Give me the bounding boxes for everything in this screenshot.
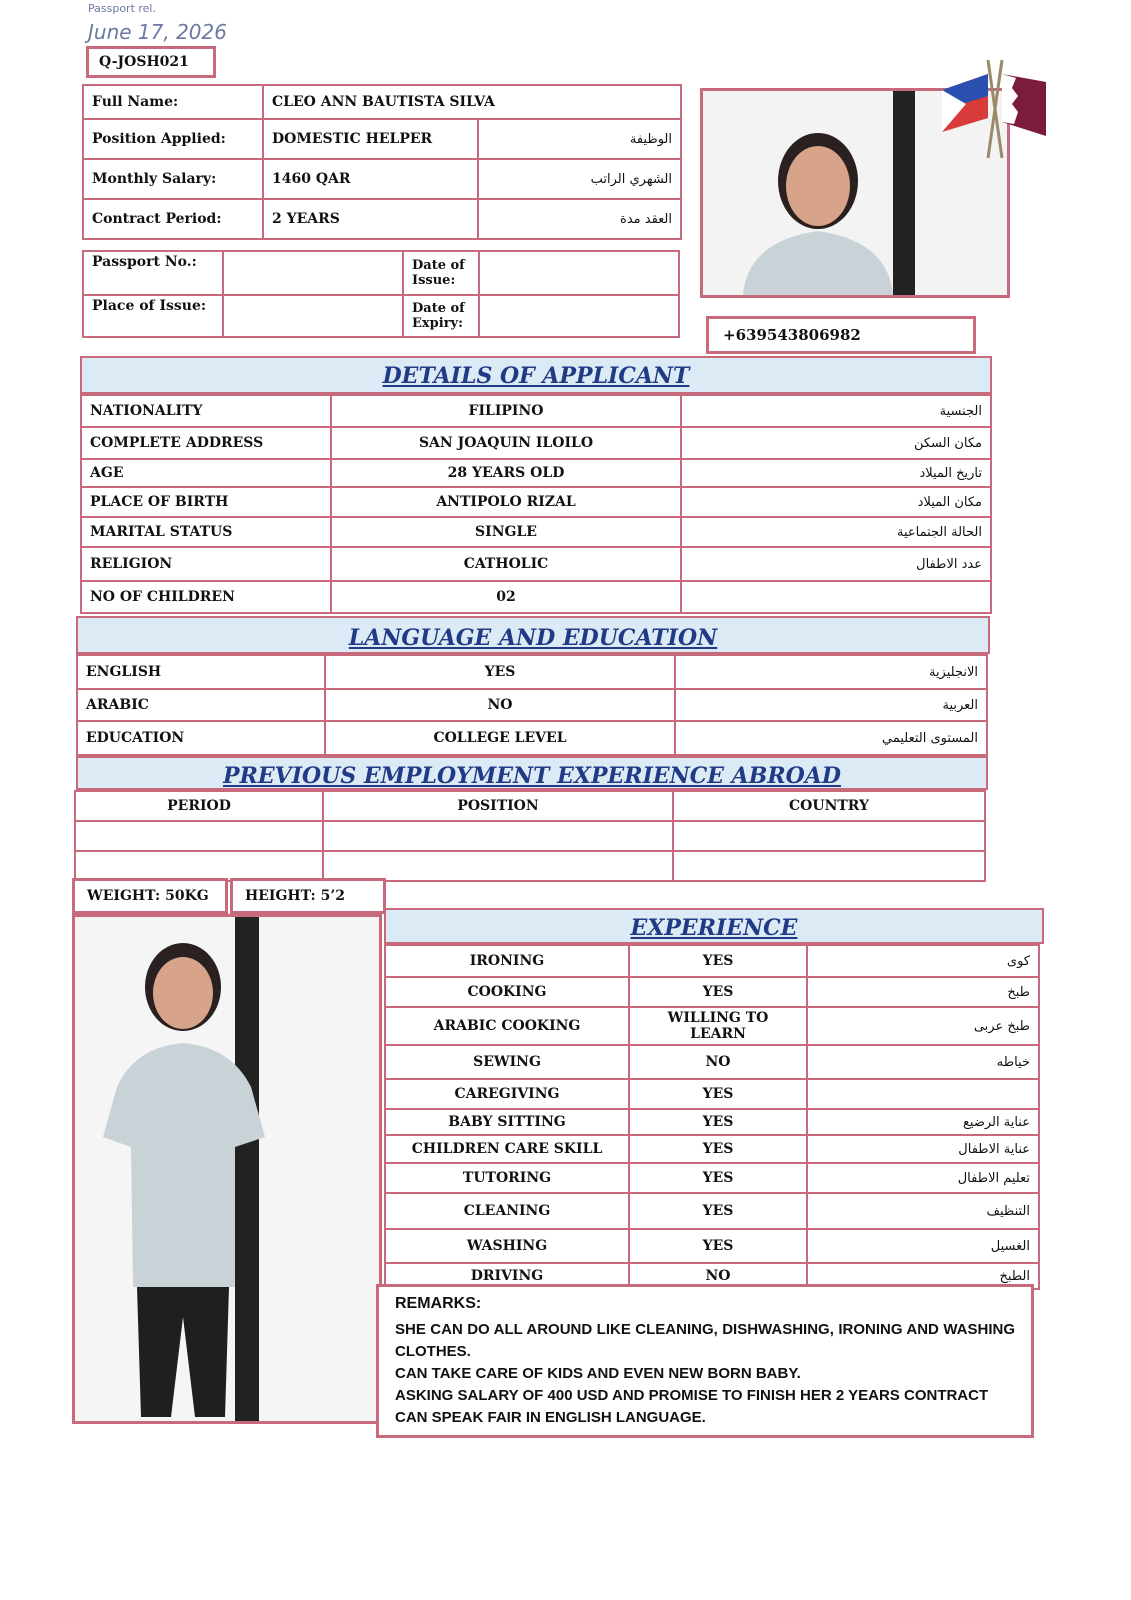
employment-row (75, 821, 985, 851)
experience-row-skill: TUTORING (385, 1163, 629, 1193)
language-row-value: COLLEGE LEVEL (325, 721, 675, 755)
height-box (230, 878, 386, 914)
experience-row-value: YES (629, 977, 807, 1007)
position-value: DOMESTIC HELPER (263, 119, 478, 159)
experience-row-arabic: طبخ عربى (807, 1007, 1039, 1045)
language-header: LANGUAGE AND EDUCATION (76, 616, 990, 654)
employment-position-header: POSITION (323, 791, 673, 821)
remarks-line: SHE CAN DO ALL AROUND LIKE CLEANING, DISHWASHING, IRONING AND WASHING CLOTHES. (395, 1321, 1015, 1360)
details-row-arabic: الجنسية (681, 395, 991, 427)
details-row-arabic: الحالة الجتماعية (681, 517, 991, 547)
experience-row (385, 977, 1039, 1007)
experience-row (385, 1045, 1039, 1079)
remarks-line: CAN SPEAK FAIR IN ENGLISH LANGUAGE. (395, 1409, 706, 1426)
experience-row-skill: DRIVING (385, 1263, 629, 1289)
contract-label: Contract Period: (83, 199, 263, 239)
details-row-label: AGE (81, 459, 331, 487)
experience-row-skill: ARABIC COOKING (385, 1007, 629, 1045)
employment-row (75, 851, 985, 881)
details-row-value: SAN JOAQUIN ILOILO (331, 427, 681, 459)
contract-arabic: العقد مدة (478, 199, 681, 239)
employment-table (74, 790, 986, 882)
experience-row (385, 1229, 1039, 1263)
language-row (77, 655, 987, 689)
language-row-arabic: العربية (675, 689, 987, 721)
remarks-box (376, 1284, 1034, 1438)
full-body-image (75, 917, 379, 1421)
issue-date-label: Date of Issue: (403, 251, 479, 295)
salary-value: 1460 QAR (263, 159, 478, 199)
experience-row (385, 1007, 1039, 1045)
remarks-title: REMARKS: (395, 1295, 482, 1312)
details-row-arabic: مكان السكن (681, 427, 991, 459)
employment-header: PREVIOUS EMPLOYMENT EXPERIENCE ABROAD (76, 756, 988, 790)
employment-country-header: COUNTRY (673, 791, 985, 821)
weight-box (72, 878, 228, 914)
reference-code: Q-JOSH021 (99, 54, 189, 70)
details-header: DETAILS OF APPLICANT (80, 356, 992, 394)
details-row-arabic: عدد الاطفال (681, 547, 991, 581)
language-row-label: ENGLISH (77, 655, 325, 689)
experience-row-arabic: الطبخ (807, 1263, 1039, 1289)
experience-row-value: YES (629, 945, 807, 977)
details-row-value: ANTIPOLO RIZAL (331, 487, 681, 517)
experience-row-skill: CLEANING (385, 1193, 629, 1229)
details-row-value: 02 (331, 581, 681, 613)
experience-row-skill: WASHING (385, 1229, 629, 1263)
applicant-summary-table (82, 84, 682, 240)
remarks-line: ASKING SALARY OF 400 USD AND PROMISE TO FINISH HER 2 YEARS CONTRACT (395, 1387, 989, 1404)
remarks-line: CAN TAKE CARE OF KIDS AND EVEN NEW BORN BABY. (395, 1365, 801, 1382)
details-row (81, 395, 991, 427)
details-row-arabic (681, 581, 991, 613)
phone-box (706, 316, 976, 354)
experience-row (385, 1079, 1039, 1109)
issue-place-label: Place of Issue: (83, 295, 223, 337)
position-label: Position Applied: (83, 119, 263, 159)
issue-date-value (479, 251, 679, 295)
language-table (76, 654, 988, 756)
details-row-label: MARITAL STATUS (81, 517, 331, 547)
passport-table (82, 250, 680, 338)
details-row-arabic: تاريخ الميلاد (681, 459, 991, 487)
details-row-value: FILIPINO (331, 395, 681, 427)
experience-row-value: YES (629, 1229, 807, 1263)
details-row-label: NO OF CHILDREN (81, 581, 331, 613)
experience-row-skill: SEWING (385, 1045, 629, 1079)
handwritten-date: June 17, 2026 (88, 20, 227, 44)
full-name-label: Full Name: (83, 85, 263, 119)
experience-row (385, 1193, 1039, 1229)
language-row-label: ARABIC (77, 689, 325, 721)
details-row (81, 517, 991, 547)
height-value: HEIGHT: 5’2 (245, 888, 345, 904)
language-row-label: EDUCATION (77, 721, 325, 755)
experience-row (385, 945, 1039, 977)
details-row-value: SINGLE (331, 517, 681, 547)
handwritten-note: Passport rel. (88, 2, 156, 15)
experience-row-value: YES (629, 1079, 807, 1109)
experience-row-skill: CHILDREN CARE SKILL (385, 1135, 629, 1163)
experience-row-value: YES (629, 1193, 807, 1229)
experience-header: EXPERIENCE (384, 908, 1044, 944)
details-row-label: NATIONALITY (81, 395, 331, 427)
salary-arabic: الشهري الراتب (478, 159, 681, 199)
experience-row-value: NO (629, 1263, 807, 1289)
passport-no-value (223, 251, 403, 295)
experience-row-value: YES (629, 1109, 807, 1135)
experience-row-skill: IRONING (385, 945, 629, 977)
flags-emblem (940, 52, 1050, 162)
contract-value: 2 YEARS (263, 199, 478, 239)
experience-row-value: WILLING TO LEARN (629, 1007, 807, 1045)
experience-row-arabic: عناية الرضيع (807, 1109, 1039, 1135)
details-row-label: COMPLETE ADDRESS (81, 427, 331, 459)
details-row-value: CATHOLIC (331, 547, 681, 581)
expiry-date-label: Date of Expiry: (403, 295, 479, 337)
employment-period-header: PERIOD (75, 791, 323, 821)
experience-row-arabic: تعليم الاطفال (807, 1163, 1039, 1193)
reference-code-box (86, 46, 216, 78)
experience-row-skill: BABY SITTING (385, 1109, 629, 1135)
details-row-value: 28 YEARS OLD (331, 459, 681, 487)
salary-label: Monthly Salary: (83, 159, 263, 199)
position-arabic: الوظيفة (478, 119, 681, 159)
weight-value: WEIGHT: 50KG (87, 888, 209, 904)
details-row (81, 581, 991, 613)
language-row-arabic: المستوى التعليمي (675, 721, 987, 755)
experience-row-value: NO (629, 1045, 807, 1079)
issue-place-value (223, 295, 403, 337)
experience-row-value: YES (629, 1163, 807, 1193)
details-row (81, 427, 991, 459)
experience-row-arabic: كوى (807, 945, 1039, 977)
experience-row-arabic: عناية الاطفال (807, 1135, 1039, 1163)
experience-row-value: YES (629, 1135, 807, 1163)
language-row-value: YES (325, 655, 675, 689)
experience-row (385, 1135, 1039, 1163)
phone-number: +639543806982 (723, 326, 861, 344)
details-row (81, 547, 991, 581)
experience-row-arabic: التنظيف (807, 1193, 1039, 1229)
experience-row-skill: COOKING (385, 977, 629, 1007)
language-row (77, 689, 987, 721)
full-body-photo (72, 914, 382, 1424)
passport-no-label: Passport No.: (83, 251, 223, 295)
experience-row-arabic: الغسيل (807, 1229, 1039, 1263)
experience-row-arabic (807, 1079, 1039, 1109)
language-row (77, 721, 987, 755)
language-row-arabic: الانجليزية (675, 655, 987, 689)
experience-table (384, 944, 1040, 1290)
details-row-arabic: مكان الميلاد (681, 487, 991, 517)
language-row-value: NO (325, 689, 675, 721)
details-row-label: RELIGION (81, 547, 331, 581)
experience-row (385, 1109, 1039, 1135)
experience-row (385, 1163, 1039, 1193)
experience-row-skill: CAREGIVING (385, 1079, 629, 1109)
details-row (81, 487, 991, 517)
details-row (81, 459, 991, 487)
full-name-value: CLEO ANN BAUTISTA SILVA (263, 85, 681, 119)
details-row-label: PLACE OF BIRTH (81, 487, 331, 517)
experience-row-arabic: خياطه (807, 1045, 1039, 1079)
details-table (80, 394, 992, 614)
experience-row-arabic: طبخ (807, 977, 1039, 1007)
expiry-date-value (479, 295, 679, 337)
